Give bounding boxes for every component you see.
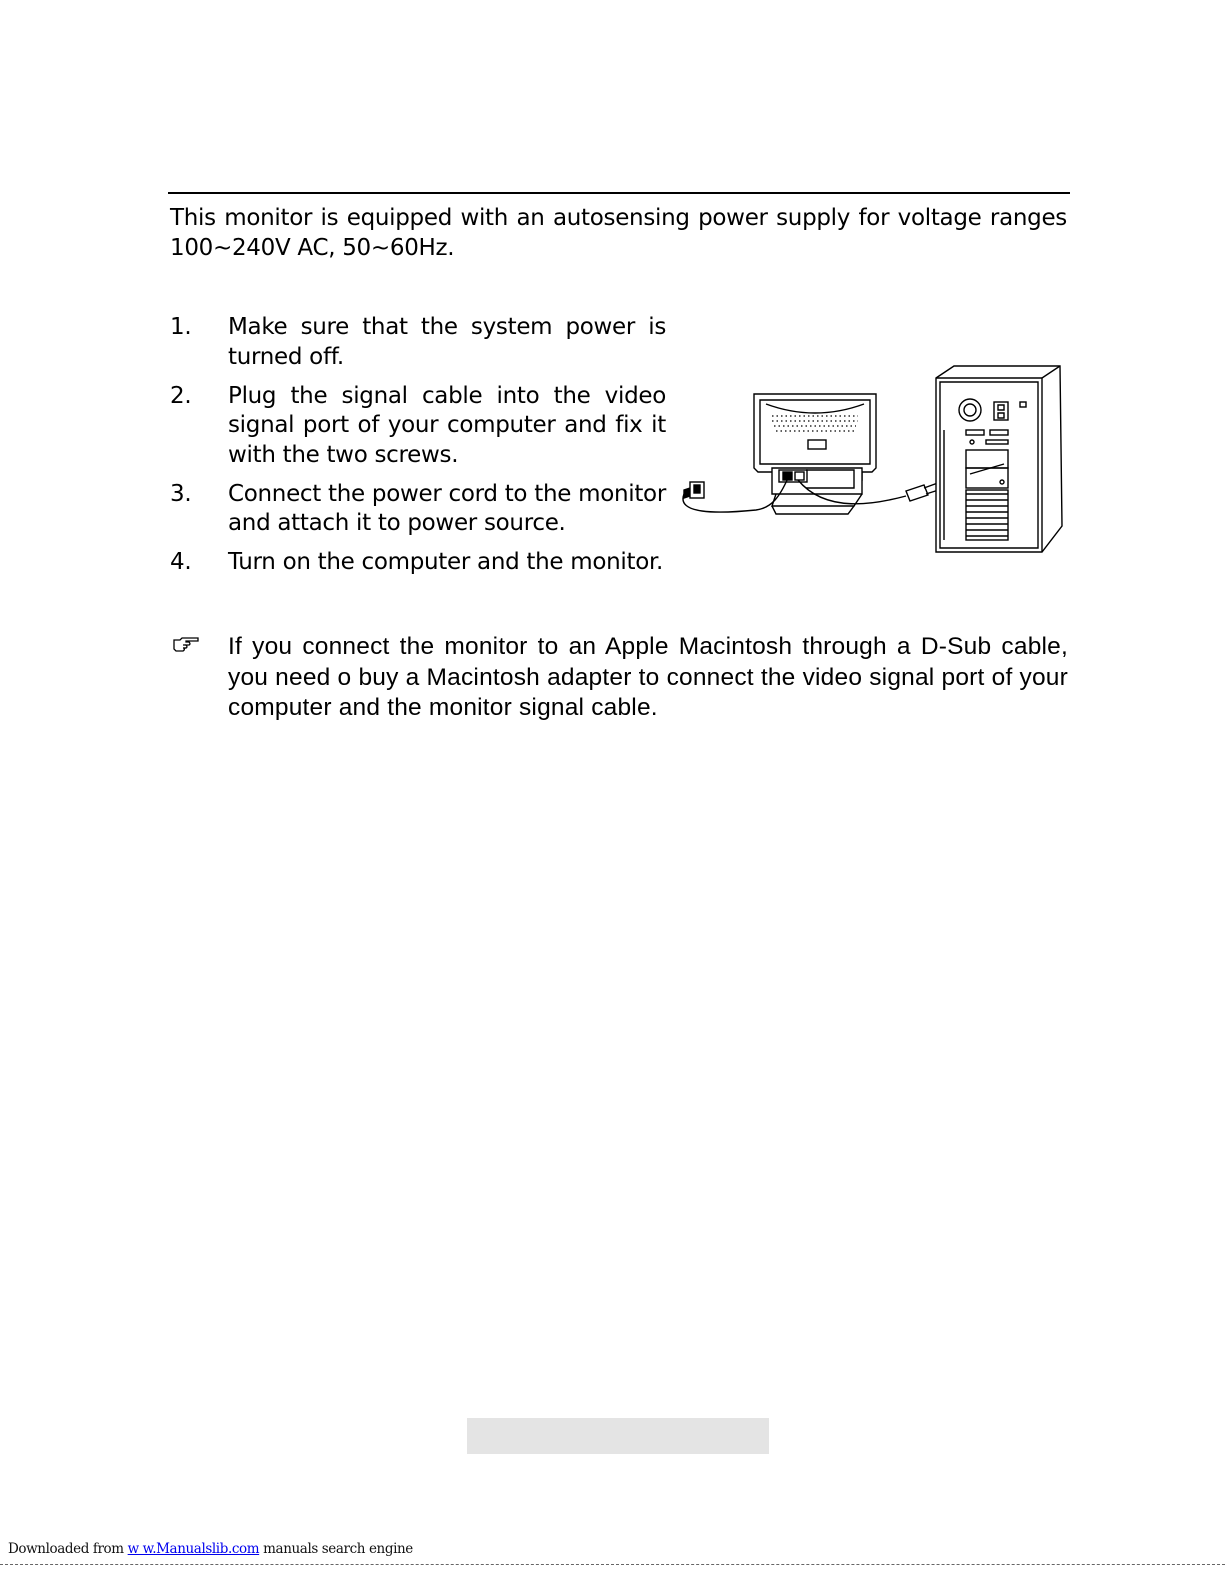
step-item	[170, 548, 666, 578]
monitor-rear-icon	[754, 394, 876, 514]
wall-plug-icon	[684, 482, 704, 498]
step-item	[170, 480, 666, 539]
step-text: Turn on the computer and the monitor.	[228, 549, 664, 575]
section-rule	[168, 192, 1070, 194]
footer-prefix: Downloaded from	[8, 1541, 124, 1557]
step-number: 2.	[170, 382, 192, 409]
step-item	[170, 313, 666, 372]
computer-tower-icon	[936, 366, 1062, 552]
step-text: Connect the power cord to the monitor and attach it to power source.	[228, 480, 666, 536]
step-number: 1.	[170, 314, 192, 340]
step-text: Plug the signal cable into the video signal port of your computer and fix it with the two screws.	[228, 382, 666, 468]
step-item	[170, 382, 666, 471]
step-number: 4.	[170, 549, 192, 575]
manualslib-link[interactable]: w w.Manualslib.com	[127, 1541, 260, 1557]
connection-illustration	[676, 364, 1066, 556]
setup-steps-list	[170, 313, 666, 587]
footer-suffix: manuals search engine	[263, 1541, 413, 1557]
page-number-box	[467, 1418, 769, 1454]
pointing-hand-icon	[172, 634, 200, 654]
step-text: Make sure that the system power is turned off.	[228, 314, 666, 370]
intro-paragraph: This monitor is equipped with an autosensing power supply for voltage ranges 100~240V AC, 50~60Hz.	[170, 205, 1067, 261]
step-number: 3.	[170, 480, 192, 507]
footer-divider	[0, 1564, 1225, 1565]
download-footer	[8, 1541, 413, 1557]
note-text: If you connect the monitor to an Apple Macintosh through a D-Sub cable, you need o buy a Macintosh adapter to connect the video signal port of your computer and the monitor signal cable.	[228, 633, 1068, 721]
macintosh-note	[172, 632, 1068, 724]
